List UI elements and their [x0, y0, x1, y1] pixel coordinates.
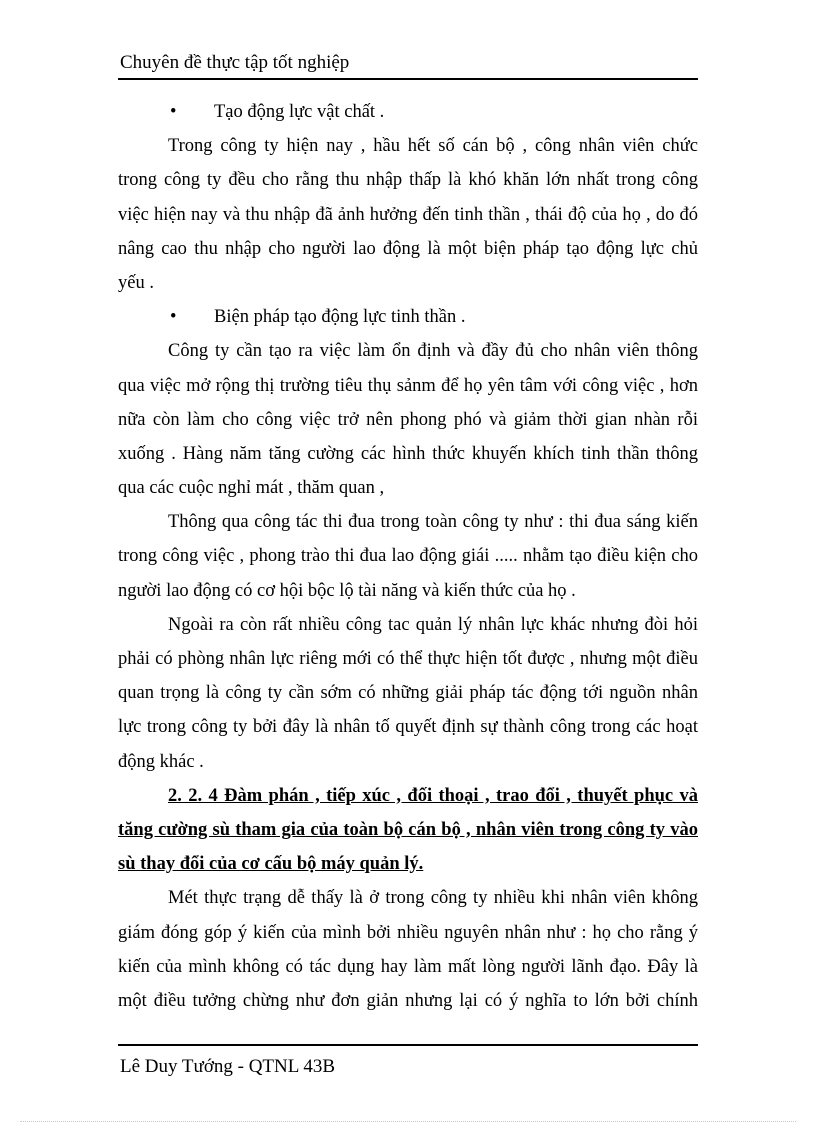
paragraph-line: lực trong công ty bởi đây là nhân tố quyết định sự thành công trong các hoạt: [118, 717, 698, 738]
page-edge-divider: [20, 1121, 796, 1122]
paragraph-line: quan trọng là công ty cần sớm có những giải pháp tác động tới nguồn nhân: [118, 683, 698, 704]
section-heading-line: 2. 2. 4 Đàm phán , tiếp xúc , đối thoại , trao đổi , thuyết phục và: [168, 785, 698, 806]
paragraph-line: việc hiện nay và thu nhập đã ảnh hưởng đến tinh thần , thái độ của họ , do đó: [118, 204, 698, 225]
paragraph-line: Thông qua công tác thi đua trong toàn công ty như : thi đua sáng kiến: [168, 512, 698, 533]
paragraph-line: Trong công ty hiện nay , hầu hết số cán bộ , công nhân viên chức: [168, 136, 698, 157]
paragraph-line: Công ty cần tạo ra việc làm ổn định và đầy đủ cho nhân viên thông: [168, 341, 698, 362]
paragraph-line: Ngoài ra còn rất nhiều công tac quản lý nhân lực khác nhưng đòi hỏi: [168, 614, 698, 635]
paragraph-line: động khác .: [118, 751, 204, 772]
paragraph-line: yếu .: [118, 272, 154, 293]
document-body: [118, 95, 698, 1018]
header-title: Chuyên đề thực tập tốt nghiệp: [120, 52, 350, 73]
page-header: [118, 50, 698, 80]
page-footer: [118, 1044, 698, 1077]
paragraph-line: một điều tưởng chừng như đơn giản nhưng lại có ý nghĩa to lớn bởi chính: [118, 990, 698, 1011]
paragraph-line: qua các cuộc nghỉ mát , thăm quan ,: [118, 478, 385, 499]
section-heading-line: sù thay đổi của cơ cấu bộ máy quản lý.: [118, 854, 424, 875]
paragraph-line: trong công ty đều cho rằng thu nhập thấp là khó khăn lớn nhất trong công: [118, 170, 698, 191]
bullet-text: Tạo động lực vật chất .: [214, 102, 385, 122]
paragraph-line: qua việc mở rộng thị trường tiêu thụ sảnm để họ yên tâm với công việc , hơn: [118, 375, 698, 396]
footer-author: Lê Duy Tướng - QTNL 43B: [120, 1056, 336, 1077]
paragraph-line: giám đóng góp ý kiến của mình bởi nhiều nguyên nhân như : họ cho rằng ý: [118, 922, 698, 943]
bullet-icon: •: [170, 307, 177, 328]
paragraph-line: nâng cao thu nhập cho người lao động là một biện pháp tạo động lực chủ: [118, 238, 698, 259]
paragraph-line: phải có phòng nhân lực riêng mới có thể thực hiện tốt được , nhưng một điều: [118, 649, 698, 669]
paragraph-line: người lao động có cơ hội bộc lộ tài năng và kiến thức của họ .: [118, 580, 576, 601]
paragraph-line: xuống . Hàng năm tăng cường các hình thức khuyến khích tinh thần thông: [118, 443, 698, 464]
section-heading-line: tăng cường sù tham gia của toàn bộ cán bộ , nhân viên trong công ty vào: [118, 819, 698, 840]
bullet-item: [118, 300, 698, 334]
paragraph-line: Mét thực trạng dễ thấy là ở trong công ty nhiều khi nhân viên không: [168, 888, 698, 909]
bullet-item: [118, 95, 698, 129]
paragraph-line: kiến của mình không có tác dụng hay làm mất lòng người lãnh đạo. Đây là: [118, 956, 698, 977]
bullet-icon: •: [170, 102, 177, 122]
paragraph-line: nữa còn làm cho công việc trở nên phong phó và giảm thời gian nhàn rỗi: [118, 409, 698, 430]
bullet-text: Biện pháp tạo động lực tinh thần .: [214, 307, 466, 328]
paragraph-line: trong công việc , phong trào thi đua lao động giái ..... nhằm tạo điều kiện cho: [118, 546, 698, 567]
